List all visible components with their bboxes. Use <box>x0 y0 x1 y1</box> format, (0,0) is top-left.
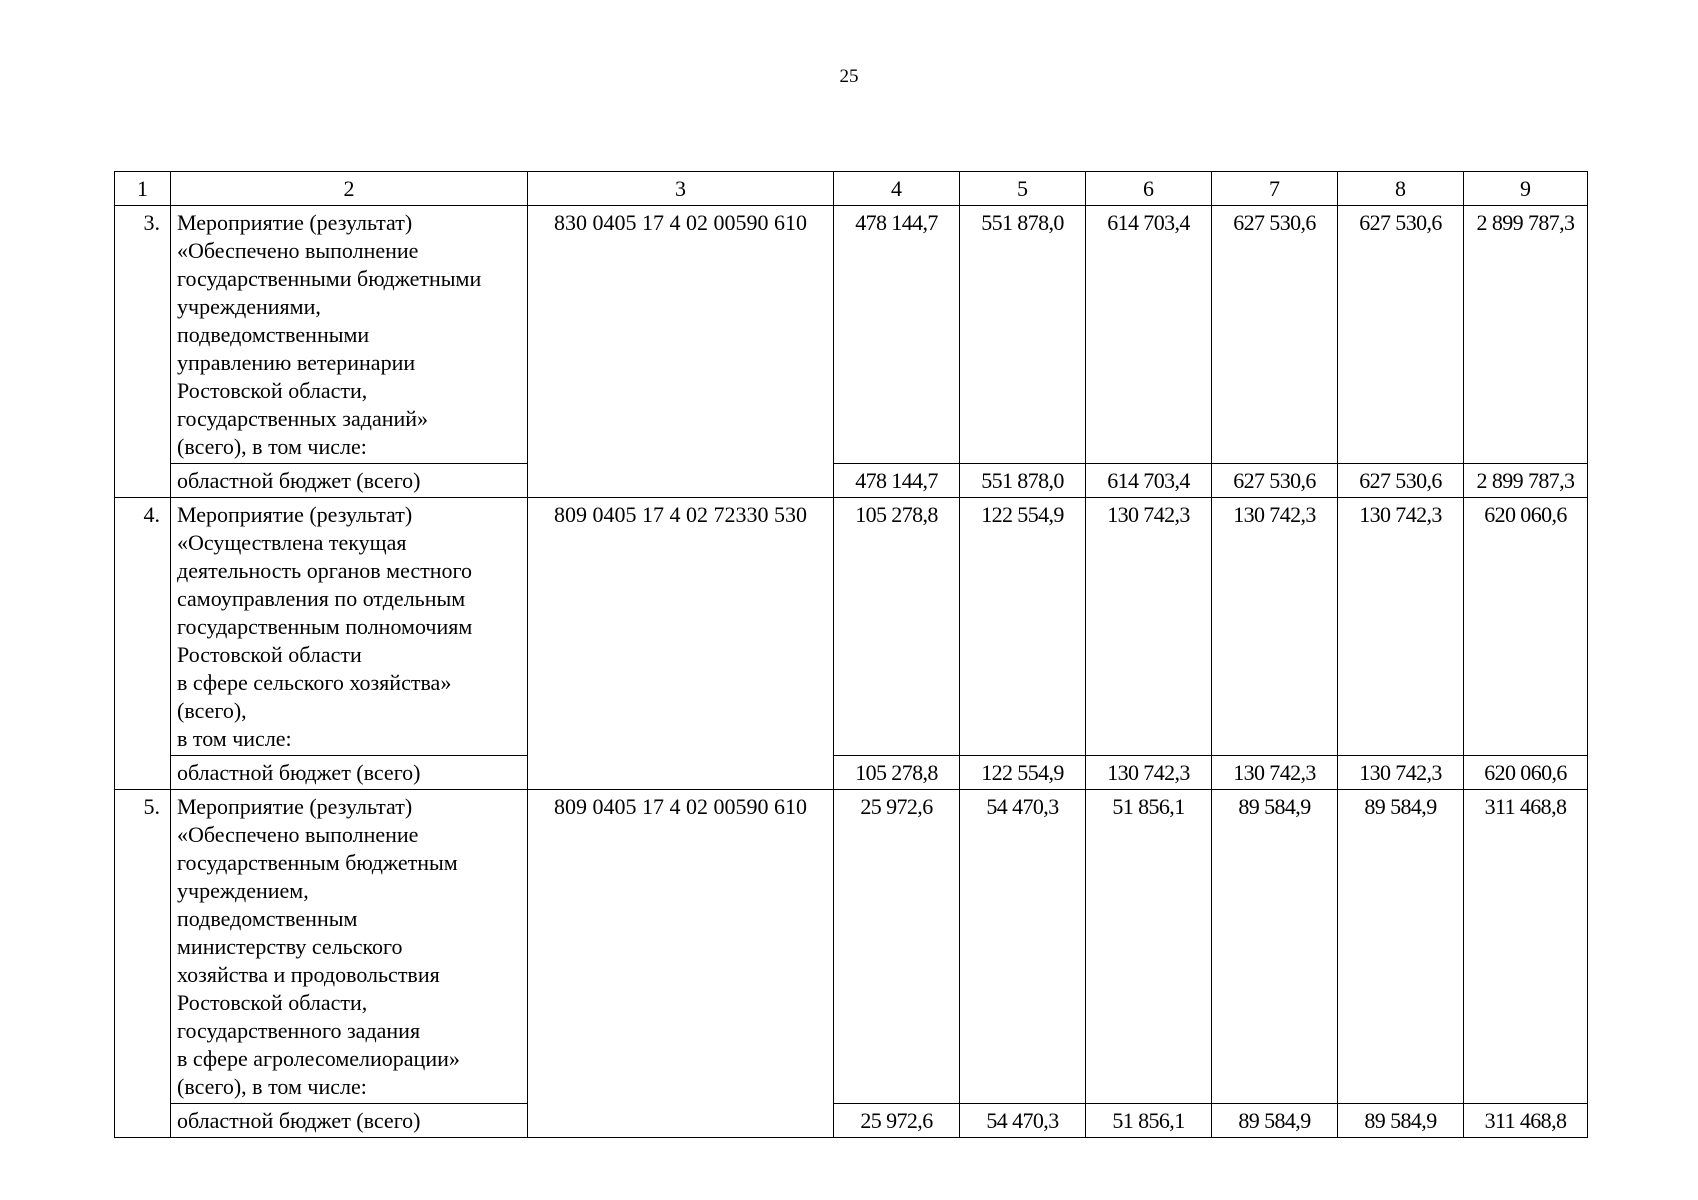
value-cell: 130 742,3 <box>1212 498 1338 756</box>
row-number: 5. <box>115 790 171 1138</box>
measure-name-line: учреждениями, <box>177 294 321 319</box>
header-cell: 1 <box>115 172 171 206</box>
value-cell: 478 144,7 <box>834 206 960 464</box>
value-cell: 105 278,8 <box>834 756 960 790</box>
value-cell: 25 972,6 <box>834 790 960 1104</box>
table-row <box>115 498 1588 756</box>
measure-name-line: министерству сельского <box>177 934 403 959</box>
page-number: 25 <box>839 66 859 87</box>
measure-name-line: государственным бюджетным <box>177 850 458 875</box>
measure-name-line: государственным полномочиям <box>177 614 473 639</box>
measure-name-line: самоуправления по отдельным <box>177 586 466 611</box>
measure-name-line: управлению ветеринарии <box>177 350 416 375</box>
budget-code: 809 0405 17 4 02 72330 530 <box>528 498 834 790</box>
value-cell: 130 742,3 <box>1212 756 1338 790</box>
value-cell: 25 972,6 <box>834 1104 960 1138</box>
header-cell: 4 <box>834 172 960 206</box>
measure-name-line: (всего), в том числе: <box>177 434 367 459</box>
value-cell: 551 878,0 <box>960 464 1086 498</box>
measure-name-line: учреждением, <box>177 878 309 903</box>
value-cell: 614 703,4 <box>1086 206 1212 464</box>
measure-name-line: хозяйства и продовольствия <box>177 962 440 987</box>
value-cell: 89 584,9 <box>1212 1104 1338 1138</box>
table-row <box>115 206 1588 464</box>
header-cell: 8 <box>1338 172 1464 206</box>
header-cell: 6 <box>1086 172 1212 206</box>
value-cell: 627 530,6 <box>1338 464 1464 498</box>
value-cell: 620 060,6 <box>1464 756 1588 790</box>
value-cell: 627 530,6 <box>1338 206 1464 464</box>
value-cell: 130 742,3 <box>1338 756 1464 790</box>
measure-name-line: государственного задания <box>177 1018 421 1043</box>
subrow-label: областной бюджет (всего) <box>171 464 528 498</box>
measure-name-line: Мероприятие (результат) <box>177 502 413 527</box>
value-cell: 614 703,4 <box>1086 464 1212 498</box>
measure-name-line: (всего), <box>177 698 247 723</box>
measure-name-line: Ростовской области, <box>177 378 368 403</box>
measure-name-line: (всего), в том числе: <box>177 1074 367 1099</box>
measure-name <box>171 790 528 1104</box>
measure-name-line: в сфере сельского хозяйства» <box>177 670 452 695</box>
value-cell: 2 899 787,3 <box>1464 206 1588 464</box>
value-cell: 105 278,8 <box>834 498 960 756</box>
value-cell: 89 584,9 <box>1338 790 1464 1104</box>
value-cell: 54 470,3 <box>960 790 1086 1104</box>
table-subrow <box>115 756 1588 790</box>
measure-name-line: подведомственным <box>177 906 358 931</box>
value-cell: 311 468,8 <box>1464 1104 1588 1138</box>
measure-name-line: государственными бюджетными <box>177 266 482 291</box>
header-cell: 9 <box>1464 172 1588 206</box>
subrow-label: областной бюджет (всего) <box>171 1104 528 1138</box>
table-row <box>115 790 1588 1104</box>
measure-name-line: в сфере агролесомелиорации» <box>177 1046 460 1071</box>
value-cell: 89 584,9 <box>1338 1104 1464 1138</box>
measure-name-line: в том числе: <box>177 726 292 751</box>
row-number: 3. <box>115 206 171 498</box>
budget-code: 809 0405 17 4 02 00590 610 <box>528 790 834 1138</box>
row-number: 4. <box>115 498 171 790</box>
subrow-label: областной бюджет (всего) <box>171 756 528 790</box>
measure-name-line: «Обеспечено выполнение <box>177 238 419 263</box>
value-cell: 130 742,3 <box>1338 498 1464 756</box>
measure-name-line: Мероприятие (результат) <box>177 794 413 819</box>
measure-name-line: государственных заданий» <box>177 406 429 431</box>
budget-code: 830 0405 17 4 02 00590 610 <box>528 206 834 498</box>
budget-table <box>114 171 1588 1138</box>
table-header-row <box>115 172 1588 206</box>
measure-name-line: деятельность органов местного <box>177 558 473 583</box>
value-cell: 2 899 787,3 <box>1464 464 1588 498</box>
value-cell: 122 554,9 <box>960 756 1086 790</box>
value-cell: 122 554,9 <box>960 498 1086 756</box>
value-cell: 627 530,6 <box>1212 206 1338 464</box>
value-cell: 51 856,1 <box>1086 790 1212 1104</box>
measure-name <box>171 206 528 464</box>
value-cell: 54 470,3 <box>960 1104 1086 1138</box>
header-cell: 5 <box>960 172 1086 206</box>
table-subrow <box>115 464 1588 498</box>
value-cell: 627 530,6 <box>1212 464 1338 498</box>
value-cell: 620 060,6 <box>1464 498 1588 756</box>
measure-name-line: Мероприятие (результат) <box>177 210 413 235</box>
value-cell: 51 856,1 <box>1086 1104 1212 1138</box>
value-cell: 311 468,8 <box>1464 790 1588 1104</box>
measure-name-line: Ростовской области, <box>177 990 368 1015</box>
measure-name-line: «Обеспечено выполнение <box>177 822 419 847</box>
measure-name-line: «Осуществлена текущая <box>177 530 407 555</box>
measure-name-line: подведомственными <box>177 322 370 347</box>
value-cell: 89 584,9 <box>1212 790 1338 1104</box>
value-cell: 478 144,7 <box>834 464 960 498</box>
value-cell: 551 878,0 <box>960 206 1086 464</box>
value-cell: 130 742,3 <box>1086 756 1212 790</box>
measure-name-line: Ростовской области <box>177 642 362 667</box>
measure-name <box>171 498 528 756</box>
table-subrow <box>115 1104 1588 1138</box>
value-cell: 130 742,3 <box>1086 498 1212 756</box>
header-cell: 2 <box>171 172 528 206</box>
header-cell: 7 <box>1212 172 1338 206</box>
header-cell: 3 <box>528 172 834 206</box>
